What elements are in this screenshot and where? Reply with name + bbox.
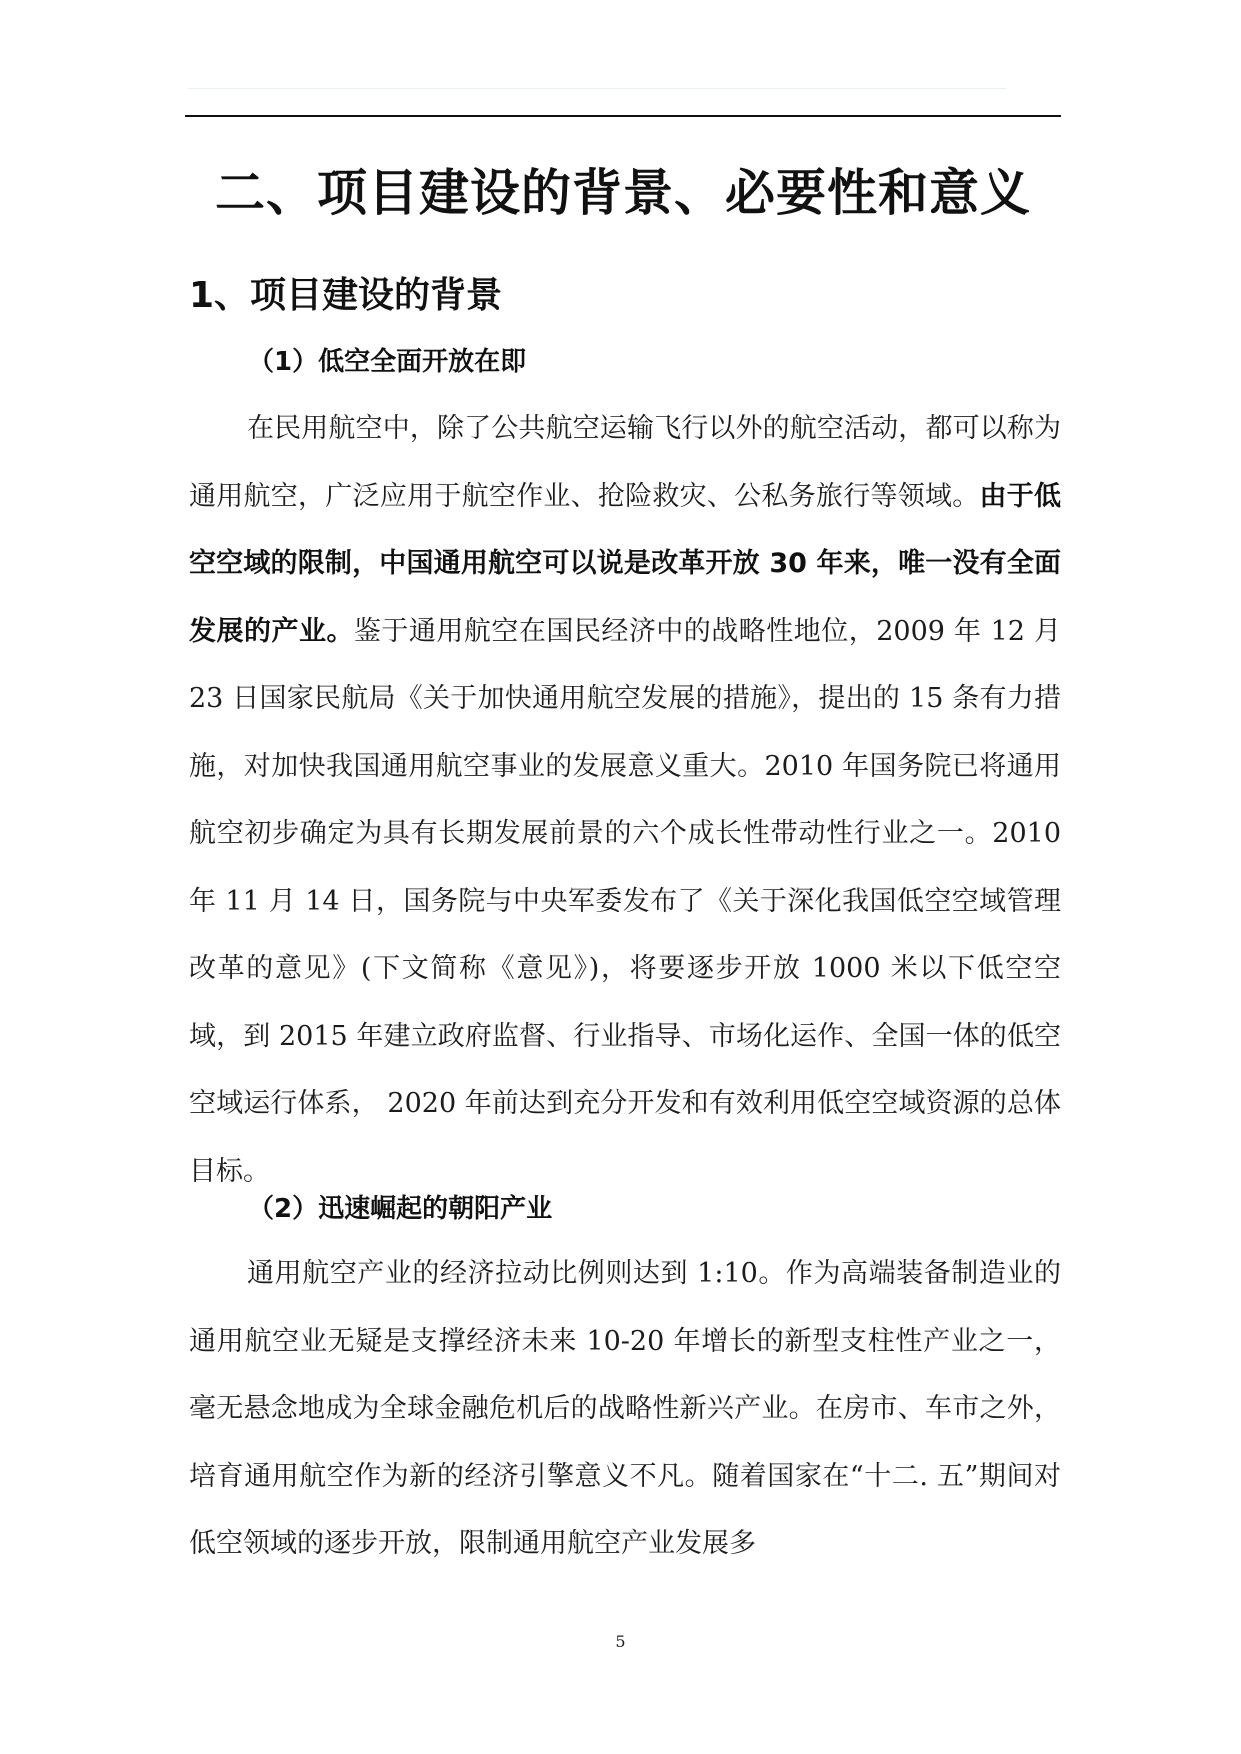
subsection-1-paragraph	[189, 395, 1061, 1205]
section-heading: 1、项目建设的背景	[189, 275, 503, 316]
paragraph-bold-emphasis: 由于低空空域的限制，中国通用航空可以说是改革开放 30 年来，唯一没有全面发展的产业。	[189, 480, 1062, 647]
paragraph-rest: 鉴于通用航空在国民经济中的战略性地位，2009 年 12 月 23 日国家民航局《关于加快通用航空发展的措施》，提出的 15 条有力措施，对加快我国通用航空事业的发展意义重大。2010 年国务院已将通用航空初步确定为具有长期发展前景的六个成长性带动性行业之一。2010 年 11 月 14 日，国务院与中央军委发布了《关于深化我国低空空域管理改革的意见》(下文简称《意见》)，将要逐步开放 1000 米以下低空空域，到 2015 年建立政府监督、行业指导、市场化运作、全国一体的低空空域运行体系， 2020 年前达到充分开发和有效利用低空空域资源的总体目标。	[189, 615, 1061, 1187]
page-number: 5	[615, 1632, 626, 1651]
header-rule	[185, 115, 1061, 117]
subsection-1-heading: （1）低空全面开放在即	[248, 347, 527, 377]
subsection-2-heading: （2）迅速崛起的朝阳产业	[248, 1194, 553, 1224]
header-faint-rule	[188, 88, 1006, 89]
chapter-title: 二、项目建设的背景、必要性和意义	[215, 164, 1031, 222]
subsection-2-paragraph: 通用航空产业的经济拉动比例则达到 1:10。作为高端装备制造业的通用航空业无疑是支撑经济未来 10-20 年增长的新型支柱性产业之一，毫无悬念地成为全球金融危机后的战略性新兴产业。在房市、车市之外，培育通用航空作为新的经济引擎意义不凡。随着国家在“十二. 五”期间对低空领域的逐步开放，限制通用航空产业发展多	[189, 1258, 1061, 1559]
paragraph-intro: 在民用航空中，除了公共航空运输飞行以外的航空活动，都可以称为通用航空，广泛应用于航空作业、抢险救灾、公私务旅行等领域。	[189, 413, 1061, 512]
